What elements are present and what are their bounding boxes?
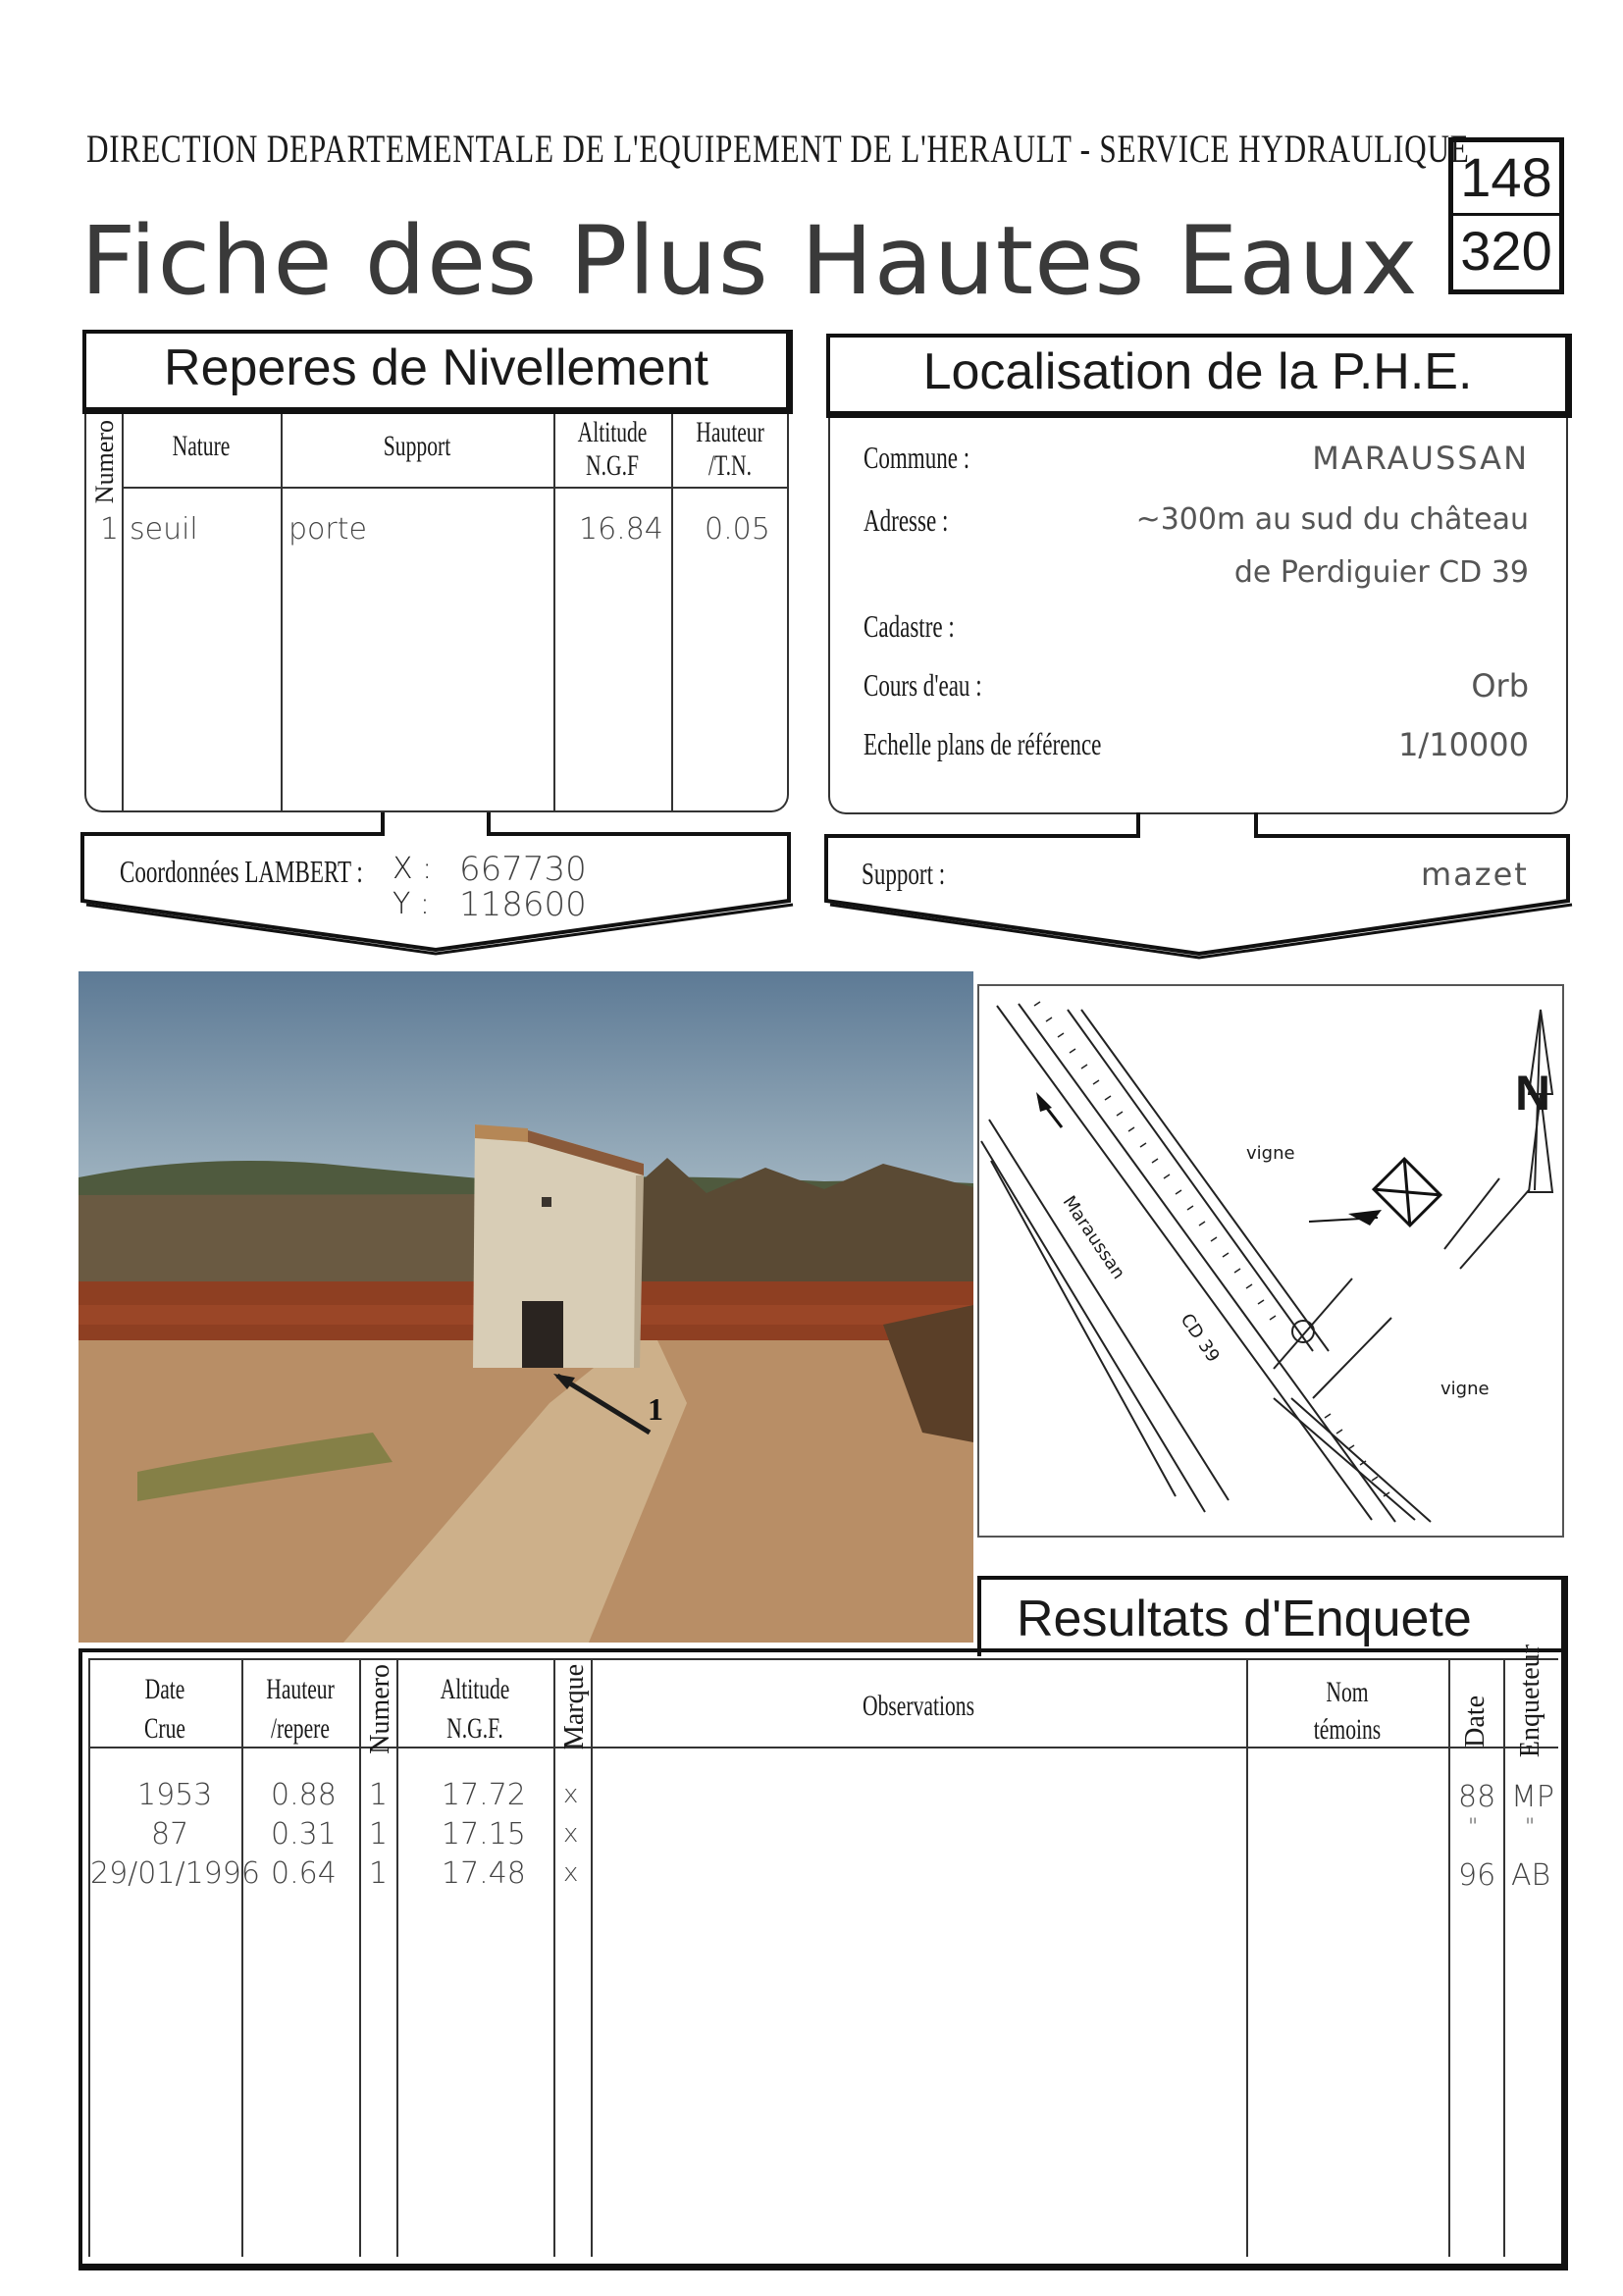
adresse-label: Adresse : xyxy=(864,502,949,538)
reperes-col-hauteur-line1: Hauteur xyxy=(696,416,764,448)
page-title: Fiche des Plus Hautes Eaux xyxy=(80,206,1419,316)
commune-value: MARAUSSAN xyxy=(1312,440,1529,477)
reperes-row-nature: seuil xyxy=(130,512,198,547)
location-map-drawing xyxy=(979,986,1564,1538)
fiche-id-box xyxy=(1448,137,1564,294)
resultats-row3-altitude: 17.48 xyxy=(442,1856,526,1891)
reperes-col-altitude-line1: Altitude xyxy=(577,416,648,448)
resultats-row2-altitude: 17.15 xyxy=(442,1817,526,1852)
adresse-line1: ~300m au sud du château xyxy=(1135,502,1529,537)
resultats-row1-date: 1953 xyxy=(137,1778,213,1812)
resultats-row1-numero: 1 xyxy=(369,1778,389,1812)
fiche-id-top: 148 xyxy=(1453,142,1559,216)
resultats-col-nom-line2: témoins xyxy=(1313,1713,1382,1746)
map-vigne-top: vigne xyxy=(1246,1143,1295,1164)
resultats-col-hauteur xyxy=(258,1670,342,1748)
resultats-title-box xyxy=(977,1576,1568,1656)
resultats-col-hauteur-line1: Hauteur xyxy=(266,1673,335,1705)
site-photo xyxy=(79,971,973,1643)
echelle-value: 1/10000 xyxy=(1398,726,1529,763)
resultats-col-altitude xyxy=(418,1670,531,1748)
resultats-row1-hauteur: 0.88 xyxy=(271,1778,337,1812)
resultats-row2-numero: 1 xyxy=(369,1817,389,1852)
resultats-col-nom-line1: Nom xyxy=(1326,1676,1369,1708)
reperes-row-numero: 1 xyxy=(100,512,120,547)
reperes-row-hauteur: 0.05 xyxy=(705,512,770,547)
resultats-col-date xyxy=(110,1670,220,1748)
resultats-row3-date-enquete: 96 xyxy=(1458,1858,1496,1893)
resultats-row2-hauteur: 0.31 xyxy=(271,1817,337,1852)
resultats-row1-enqueteur: MP xyxy=(1511,1780,1554,1814)
reperes-row-altitude: 16.84 xyxy=(579,512,663,547)
reperes-title-box xyxy=(82,330,793,414)
cours-eau-value: Orb xyxy=(1471,667,1529,704)
north-label: N xyxy=(1515,1066,1551,1121)
fiche-id-bottom: 320 xyxy=(1460,220,1552,282)
lambert-x-value: 667730 xyxy=(459,850,587,889)
resultats-row3-numero: 1 xyxy=(369,1856,389,1891)
reperes-table xyxy=(84,414,789,812)
lambert-y-value: 118600 xyxy=(459,885,587,924)
site-photo-illustration xyxy=(79,971,973,1643)
resultats-col-date-enquete: Date xyxy=(1460,1696,1491,1748)
resultats-row3-date: 29/01/1996 xyxy=(90,1856,260,1891)
cours-eau-label: Cours d'eau : xyxy=(864,667,982,703)
resultats-col-altitude-line1: Altitude xyxy=(440,1673,510,1705)
reperes-row-support: porte xyxy=(288,512,367,547)
echelle-label: Echelle plans de référence xyxy=(864,726,1102,761)
resultats-row1-altitude: 17.72 xyxy=(442,1778,526,1812)
resultats-row2-marque: x xyxy=(563,1819,579,1849)
reperes-col-hauteur-line2: /T.N. xyxy=(707,449,752,482)
resultats-table xyxy=(79,1644,1568,2270)
reperes-title: Reperes de Nivellement xyxy=(164,339,708,396)
map-road-name: Maraussan xyxy=(1058,1192,1129,1283)
reperes-col-altitude xyxy=(570,416,654,483)
reperes-col-numero: Numero xyxy=(90,420,119,504)
localisation-panel xyxy=(828,418,1568,814)
resultats-row3-marque: x xyxy=(563,1858,579,1888)
department-header: DIRECTION DEPARTEMENTALE DE L'EQUIPEMENT DE L'HERAULT - SERVICE HYDRAULIQUE xyxy=(86,127,1470,171)
resultats-row2-date-enquete: " xyxy=(1468,1815,1479,1840)
resultats-col-altitude-line2: N.G.F. xyxy=(446,1712,503,1745)
resultats-col-enqueteur: Enqueteur xyxy=(1515,1644,1545,1758)
resultats-row2-date: 87 xyxy=(151,1817,189,1852)
cadastre-label: Cadastre : xyxy=(864,608,955,644)
reperes-col-hauteur xyxy=(688,416,772,483)
resultats-col-hauteur-line2: /repere xyxy=(271,1712,330,1745)
resultats-col-nom xyxy=(1275,1674,1420,1748)
resultats-col-marque: Marque xyxy=(559,1664,590,1750)
resultats-row1-marque: x xyxy=(563,1780,579,1809)
reperes-col-support: Support xyxy=(383,430,451,462)
resultats-title: Resultats d'Enquete xyxy=(1017,1591,1472,1647)
lambert-label: Coordonnées LAMBERT : xyxy=(120,854,363,889)
map-road-code: CD 39 xyxy=(1176,1310,1224,1367)
adresse-line2: de Perdiguier CD 39 xyxy=(1233,555,1529,590)
location-map xyxy=(977,984,1564,1538)
resultats-row3-enqueteur: AB xyxy=(1511,1858,1551,1893)
reperes-col-altitude-line2: N.G.F xyxy=(585,449,639,482)
lambert-y-label: Y : xyxy=(393,887,430,921)
resultats-col-observations: Observations xyxy=(863,1690,974,1722)
localisation-title: Localisation de la P.H.E. xyxy=(922,343,1473,400)
resultats-row1-date-enquete: 88 xyxy=(1458,1780,1496,1814)
support-label: Support : xyxy=(862,856,946,891)
map-vigne-bottom: vigne xyxy=(1440,1379,1490,1399)
reperes-col-nature: Nature xyxy=(172,430,231,462)
commune-label: Commune : xyxy=(864,440,970,475)
resultats-col-date-line1: Date xyxy=(144,1673,185,1705)
localisation-title-box xyxy=(826,334,1572,418)
resultats-row3-hauteur: 0.64 xyxy=(271,1856,337,1891)
photo-marker-label: 1 xyxy=(648,1391,663,1427)
resultats-col-date-line2: Crue xyxy=(143,1712,185,1745)
resultats-col-numero: Numero xyxy=(365,1664,395,1754)
lambert-x-label: X : xyxy=(393,852,433,886)
support-value: mazet xyxy=(1421,856,1529,893)
resultats-row2-enqueteur: " xyxy=(1525,1815,1536,1840)
